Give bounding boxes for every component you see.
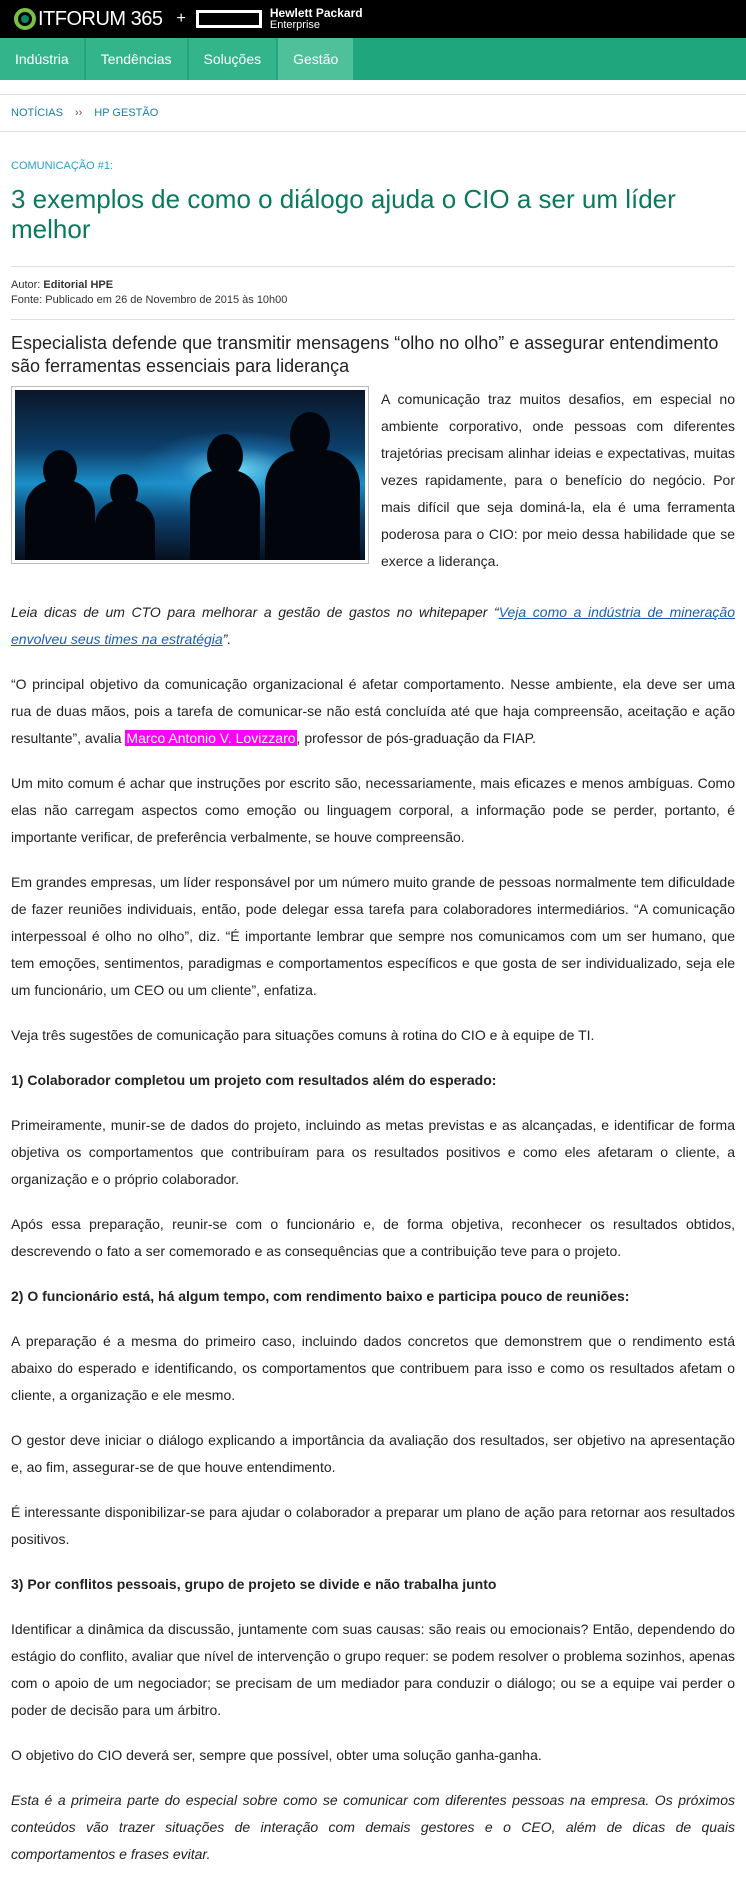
case-1-heading: 1) Colaborador completou um projeto com resultados além do esperado:	[11, 1072, 497, 1088]
nav-item-industria[interactable]: Indústria	[0, 38, 84, 80]
whitepaper-tip	[11, 599, 735, 653]
partner-name-line2: Enterprise	[269, 19, 321, 31]
highlighted-name: Marco Antonio V. Lovizzaro	[126, 730, 296, 746]
breadcrumb-noticias[interactable]: NOTÍCIAS	[11, 107, 63, 119]
author-label: Autor:	[11, 279, 44, 291]
paragraph-1-text: “O principal objetivo da comunicação organizacional é afetar comportamento. Nesse ambiente, ela deve ser uma rua de duas mãos, pois a tarefa de comunicar-se não está concluída até que haja compreensão, aceitação e ação resultante”, avalia	[11, 676, 735, 746]
article-image	[11, 386, 369, 564]
whitepaper-link[interactable]: Veja como a indústria de mineração envolveu seus times na estratégia	[11, 604, 735, 647]
nav-item-gestao[interactable]: Gestão	[278, 38, 353, 80]
itforum-logo-icon[interactable]	[14, 8, 36, 30]
paragraph-8: O gestor deve iniciar o diálogo explicando a importância da avaliação dos resultados, ser objetivo na apresentação e, ao fim, assegurar-se de que houve entendimento.	[11, 1432, 735, 1475]
main-nav	[0, 38, 746, 80]
article-title: 3 exemplos de como o diálogo ajuda o CIO a ser um líder melhor	[11, 184, 676, 244]
article-source: Fonte: Publicado em 26 de Novembro de 2015 às 10h00	[11, 294, 288, 306]
article-meta	[11, 278, 735, 308]
paragraph-12: Esta é a primeira parte do especial sobre como se comunicar com diferentes pessoas na empresa. Os próximos conteúdos vão trazer situações de interação com demais gestores e o CEO, além de dicas de quais comportamentos e frases evitar.	[11, 1792, 735, 1862]
partner-name	[270, 7, 363, 31]
case-3-heading: 3) Por conflitos pessoais, grupo de projeto se divide e não trabalha junto	[11, 1576, 497, 1592]
site-logo-text[interactable]: ITFORUM 365	[38, 7, 163, 30]
silhouettes-image	[15, 390, 365, 560]
paragraph-7: A preparação é a mesma do primeiro caso, incluindo dados concretos que demonstrem que o rendimento está abaixo do esperado e identificando, os comportamentos que contribuem para isso e como os resultados afetam o cliente, a organização e ele mesmo.	[11, 1333, 735, 1403]
paragraph-6: Após essa preparação, reunir-se com o funcionário e, de forma objetiva, reconhecer os resultados obtidos, descrevendo o fato a ser comemorado e as consequências que a contribuição teve para o projeto.	[11, 1216, 735, 1259]
paragraph-4: Veja três sugestões de comunicação para situações comuns à rotina do CIO e à equipe de TI.	[11, 1027, 595, 1043]
top-bar	[0, 0, 746, 38]
hpe-logo-icon[interactable]	[196, 10, 262, 28]
nav-item-solucoes[interactable]: Soluções	[189, 38, 277, 80]
nav-item-tendencias[interactable]: Tendências	[86, 38, 187, 80]
divider	[0, 131, 746, 132]
article-kicker: COMUNICAÇÃO #1:	[11, 160, 114, 172]
tip-prefix: Leia dicas de um CTO para melhorar a gestão de gastos no whitepaper “	[11, 604, 499, 620]
divider	[11, 266, 735, 267]
paragraph-1-end: , professor de pós-graduação da FIAP.	[296, 730, 536, 746]
paragraph-9: É interessante disponibilizar-se para ajudar o colaborador a preparar um plano de ação para retornar aos resultados positivos.	[11, 1504, 735, 1547]
article	[0, 160, 746, 1868]
plus-sign: +	[176, 10, 186, 27]
breadcrumb-hp-gestao[interactable]: HP GESTÃO	[94, 107, 159, 119]
partner-name-line1: Hewlett Packard	[269, 6, 363, 20]
article-intro: A comunicação traz muitos desafios, em especial no ambiente corporativo, onde pessoas com diferentes trajetórias precisam alinhar ideias e expectativas, muitas vezes rapidamente, para o benefício do negócio. Por mais difícil que seja dominá-la, ela é uma ferramenta poderosa para o CIO: por meio dessa habilidade que se exerce a liderança.	[381, 391, 735, 569]
article-subtitle: Especialista defende que transmitir mensagens “olho no olho” e assegurar entendimento são ferramentas essenciais para liderança	[11, 333, 719, 376]
breadcrumb-separator: ››	[74, 107, 83, 119]
author-name: Editorial HPE	[43, 279, 114, 291]
paragraph-5: Primeiramente, munir-se de dados do projeto, incluindo as metas previstas e as alcançadas, e identificar de forma objetiva os comportamentos que contribuíram para os resultados positivos e como eles afetaram o cliente, a organização e o próprio colaborador.	[11, 1117, 735, 1187]
case-2-heading: 2) O funcionário está, há algum tempo, com rendimento baixo e participa pouco de reuniões:	[11, 1288, 630, 1304]
paragraph-10: Identificar a dinâmica da discussão, juntamente com suas causas: são reais ou emocionais? Então, dependendo do estágio do conflito, avaliar que nível de intervenção o grupo requer: se podem resolver o problema sozinhos, apenas com o apoio de um negociador; se precisam de um mediador para conduzir o diálogo; ou se a equipe vai perder o poder de decisão para um árbitro.	[11, 1621, 735, 1718]
divider	[11, 319, 735, 320]
breadcrumb	[0, 95, 746, 131]
paragraph-1	[11, 671, 735, 752]
paragraph-2: Um mito comum é achar que instruções por escrito são, necessariamente, mais eficazes e menos ambíguas. Como elas não carregam aspectos como emoção ou linguagem corporal, a informação pode se perder, portanto, é importante verificar, de preferência verbalmente, se houve compreensão.	[11, 775, 735, 845]
paragraph-11: O objetivo do CIO deverá ser, sempre que possível, obter uma solução ganha-ganha.	[11, 1747, 542, 1763]
tip-suffix: ”.	[222, 631, 232, 647]
paragraph-3: Em grandes empresas, um líder responsável por um número muito grande de pessoas normalmente tem dificuldade de fazer reuniões individuais, então, pode delegar essa tarefa para colaboradores intermediários. “A comunicação interpessoal é olho no olho”, diz. “É importante lembrar que sempre nos comunicamos com um ser humano, que tem emoções, sentimentos, paradigmas e comportamentos específicos e que gosta de ser individualizado, seja ele um funcionário, um CEO ou um cliente”, enfatiza.	[11, 874, 735, 998]
